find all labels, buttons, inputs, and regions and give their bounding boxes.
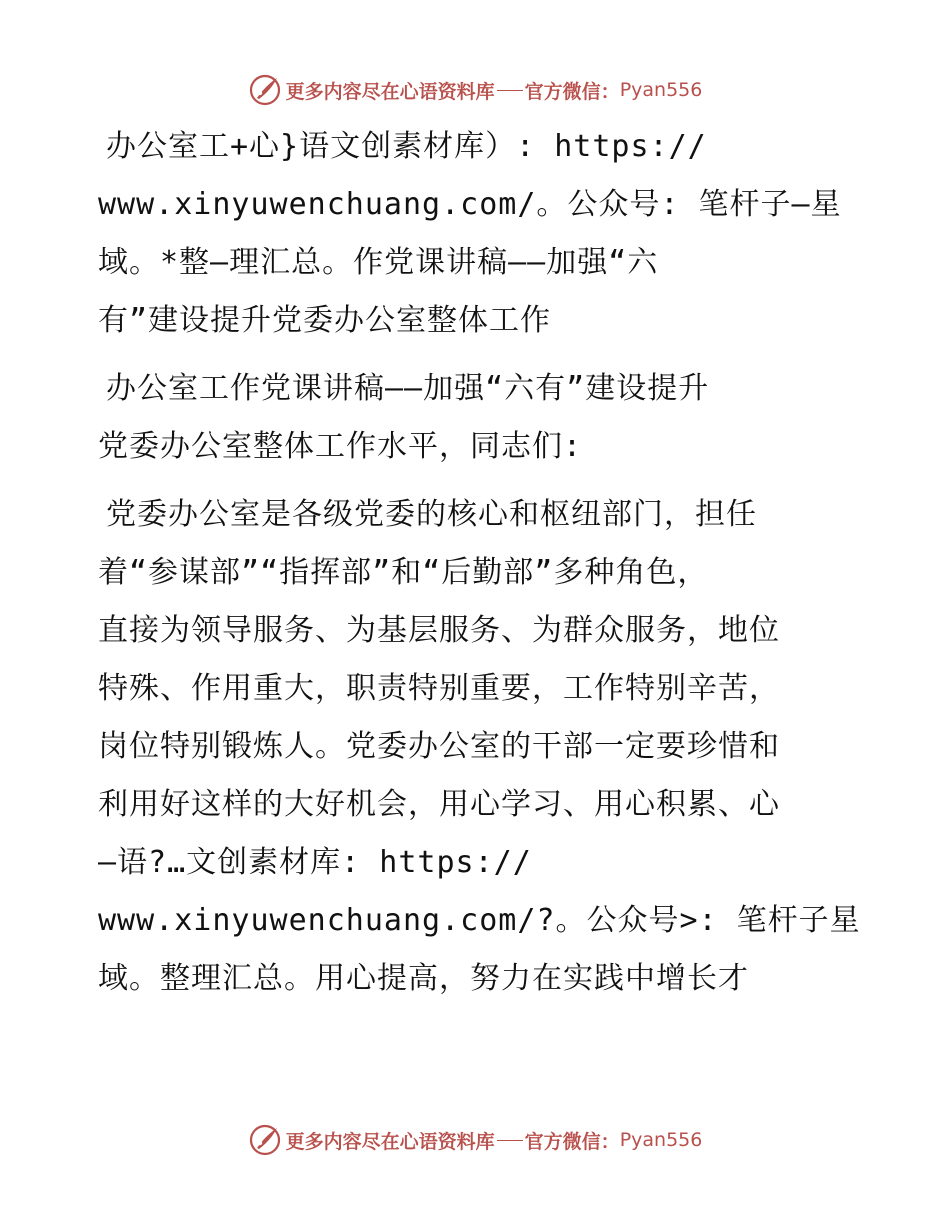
banner-wechat-label: 官方微信： [524, 80, 620, 103]
text-line: 直接为领导服务、为基层服务、为群众服务，地位 [98, 613, 780, 648]
banner-wechat-label: 官方微信： [524, 1130, 620, 1153]
banner-dash [497, 90, 523, 91]
text-line: 着“参谋部”“指挥部”和“后勤部”多种角色， [98, 555, 709, 590]
paragraph-gap [98, 476, 858, 486]
text-line: 域。整理汇总。用心提高，努力在实践中增长才 [98, 961, 749, 996]
text-line: 党委办公室整体工作水平，同志们: [98, 429, 583, 464]
text-line: 岗位特别锻炼人。党委办公室的干部一定要珍惜和 [98, 729, 780, 764]
text-line: 特殊、作用重大，职责特别重要，工作特别辛苦， [98, 671, 780, 706]
banner-dash [497, 1140, 523, 1141]
text-line: 党委办公室是各级党委的核心和枢纽部门，担任 [106, 497, 757, 532]
paragraph [98, 118, 858, 350]
footer-watermark-banner [0, 1120, 950, 1160]
paragraph [98, 360, 858, 476]
text-line: 办公室工+心}语文创素材库）: https:// [106, 129, 707, 164]
text-line: 有”建设提升党委办公室整体工作 [98, 303, 552, 338]
quill-logo-icon [248, 73, 282, 107]
text-line: www.xinyuwenchuang.com/?。公众号>: 笔杆子星 [98, 903, 861, 938]
text-line: www.xinyuwenchuang.com/。公众号: 笔杆子—星 [98, 187, 842, 222]
paragraph-gap [98, 350, 858, 360]
banner-wechat-id: Pyan556 [619, 79, 703, 101]
text-line: 域。*整—理汇总。作党课讲稿——加强“六 [98, 245, 659, 280]
text-line: —语?…文创素材库: https:// [98, 845, 532, 880]
banner-wechat-id: Pyan556 [619, 1129, 703, 1151]
banner-main-text: 更多内容尽在心语资料库 [285, 1130, 495, 1153]
text-line: 办公室工作党课讲稿——加强“六有”建设提升 [106, 371, 710, 406]
document-body [98, 118, 861, 1008]
quill-logo-icon [248, 1123, 282, 1157]
banner-main-text: 更多内容尽在心语资料库 [285, 80, 495, 103]
text-line: 利用好这样的大好机会，用心学习、用心积累、心 [98, 787, 780, 822]
paragraph [98, 486, 861, 1008]
header-watermark-banner [0, 70, 950, 110]
